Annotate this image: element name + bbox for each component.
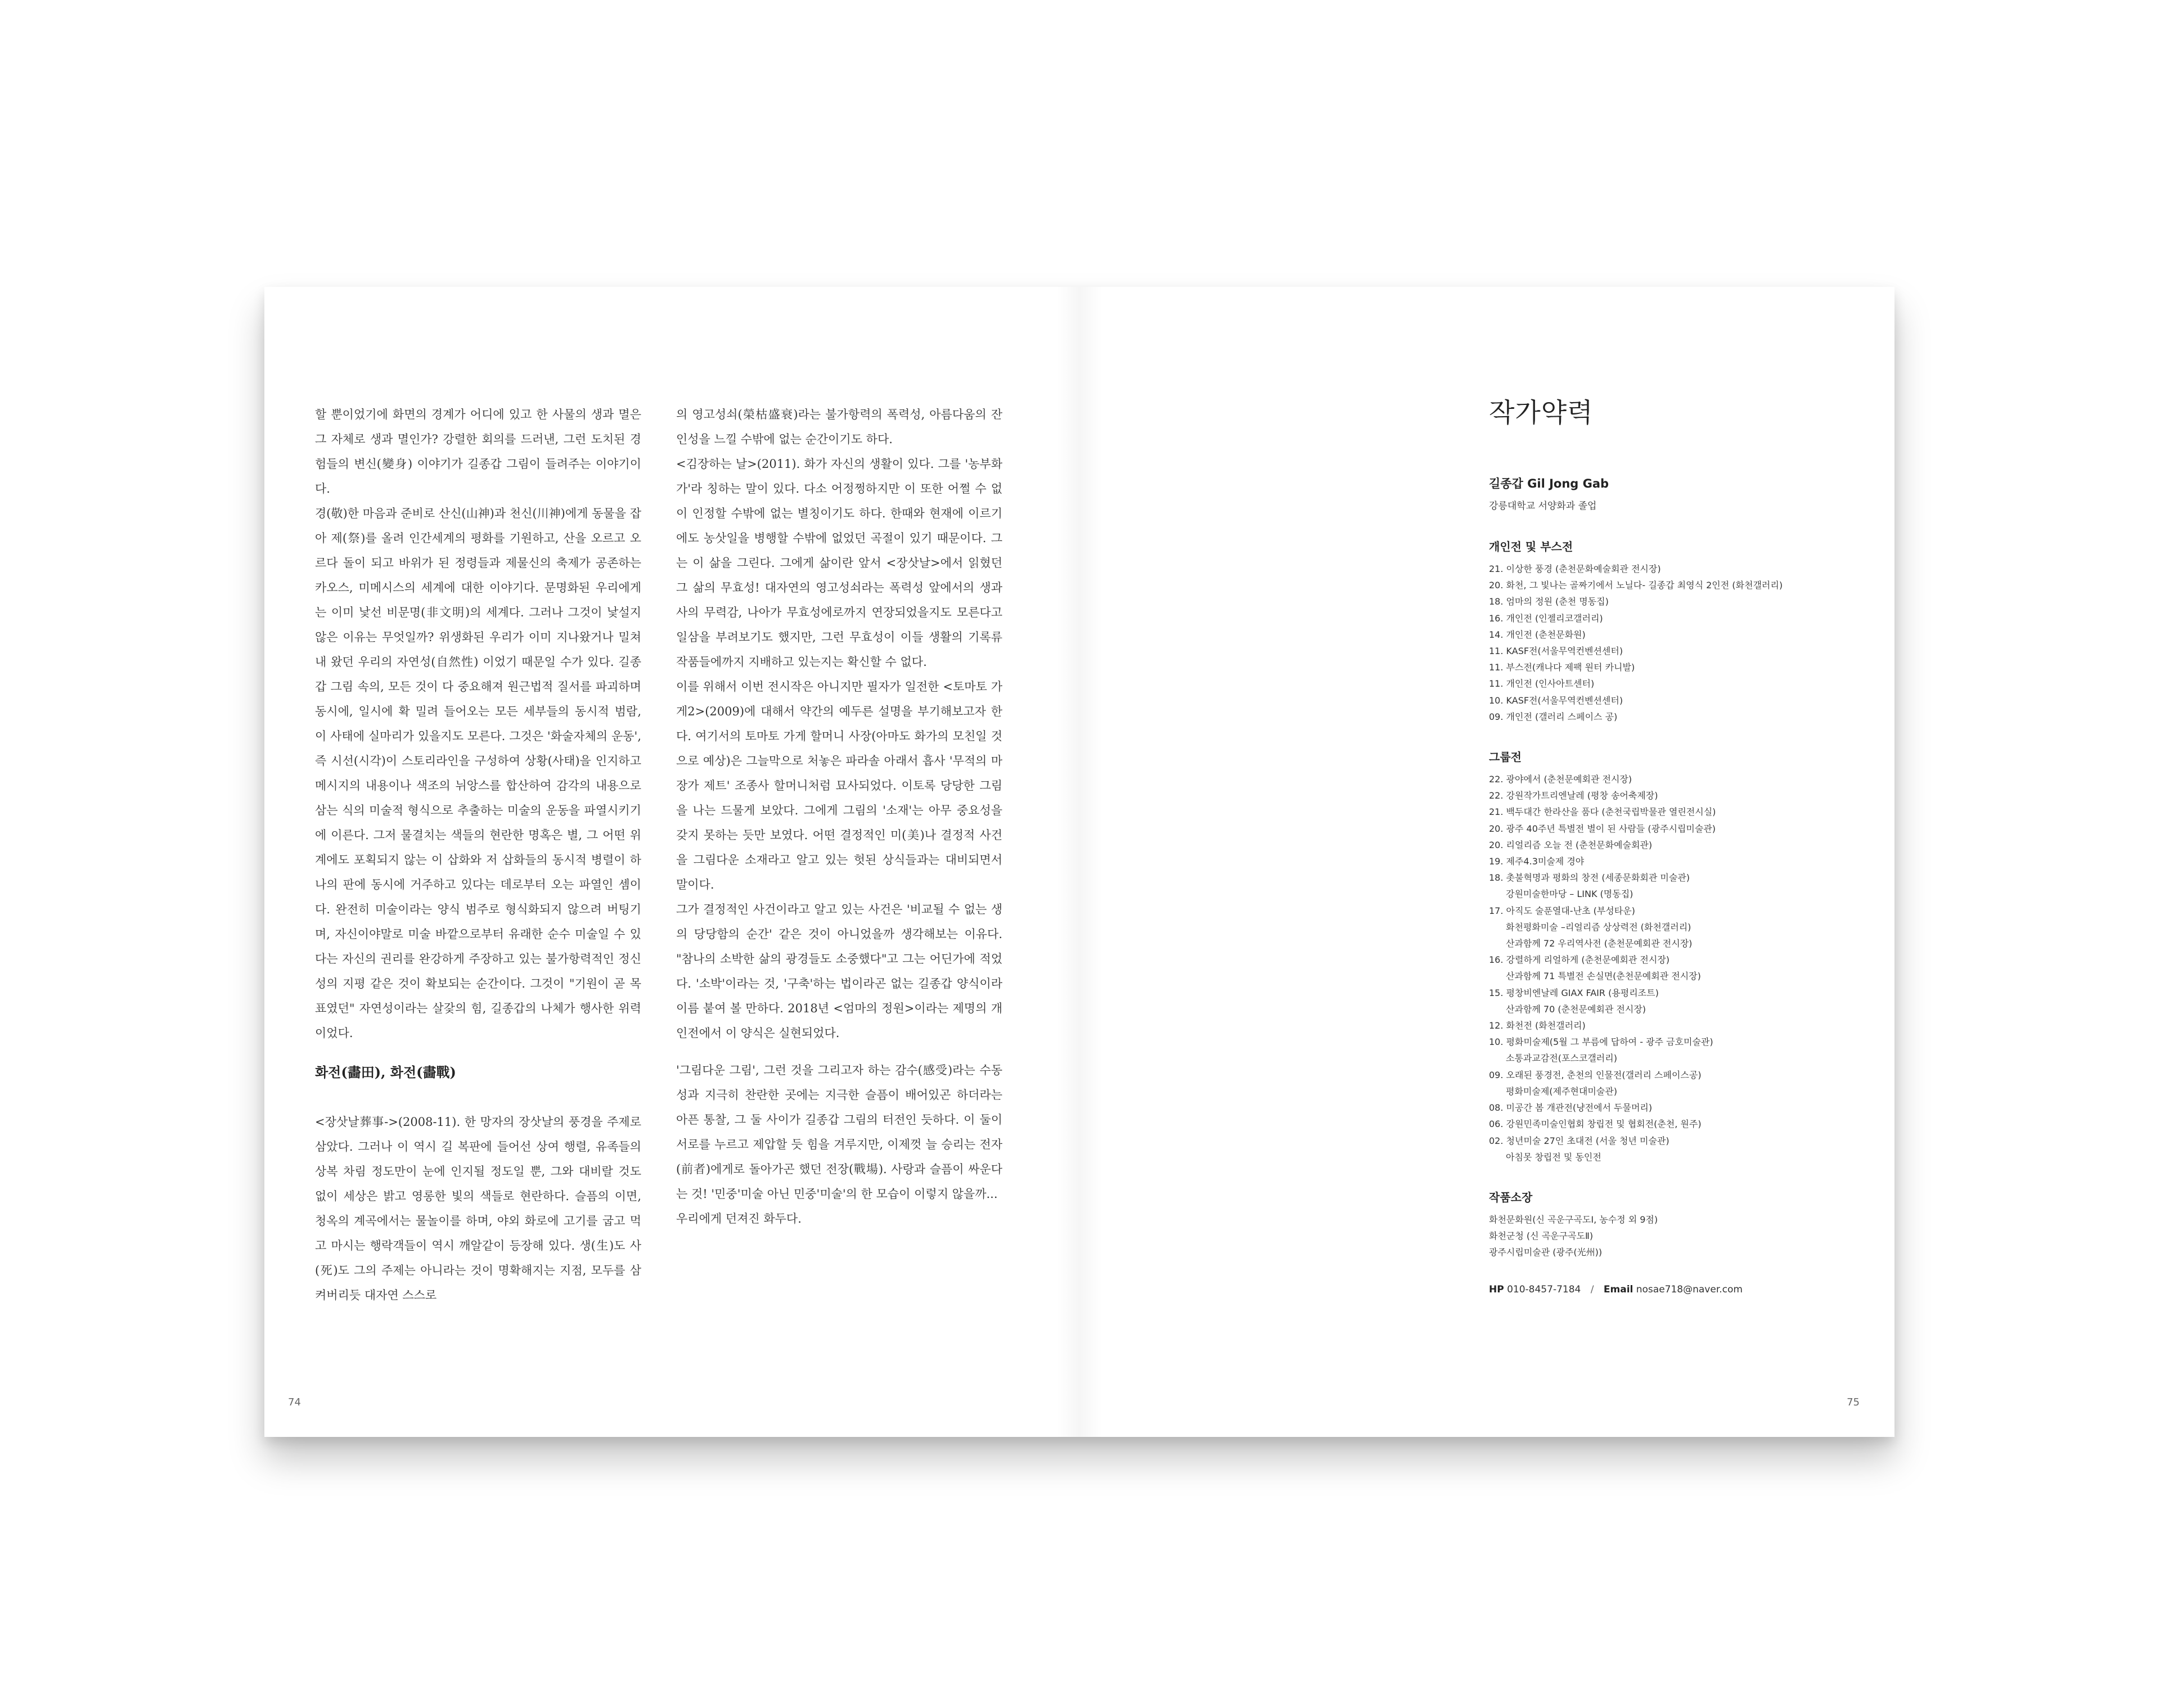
group-exhibitions-heading: 그룹전 [1489, 750, 1522, 764]
list-item: 09. 오래된 풍경전, 춘천의 인물전(갤러리 스페이스공) [1489, 1069, 1702, 1080]
list-item: 11. KASF전(서울무역컨벤션센터) [1489, 646, 1623, 657]
solo-exhibitions-heading: 개인전 및 부스전 [1489, 540, 1573, 553]
list-item: 18. 엄마의 정원 (춘천 명동집) [1489, 596, 1609, 607]
list-item: 산과함께 72 우리역사전 (춘천문예회관 전시장) [1506, 938, 1693, 949]
artist-profile [1489, 396, 1860, 1298]
list-item: 11. 부스전(캐나다 제팩 원터 카니발) [1489, 662, 1635, 673]
list-item: 02. 청년미술 27인 초대전 (서울 청년 미술관) [1489, 1135, 1670, 1146]
left-page [264, 287, 1079, 1437]
artist-name: 길종갑 Gil Jong Gab [1489, 477, 1609, 490]
list-item: 22. 광야에서 (춘천문예회관 전시장) [1489, 774, 1632, 785]
list-item: 20. 광주 40주년 특별전 별이 된 사람들 (광주시립미술관) [1489, 823, 1716, 834]
list-item: 10. KASF전(서울무역컨벤션센터) [1489, 695, 1623, 706]
list-item: 10. 평화미술제(5월 그 부름에 답하여 - 광주 금호미술관) [1489, 1036, 1713, 1048]
list-item: 강원미술한마당 – LINK (명동집) [1506, 889, 1634, 900]
email-value: nosae718@naver.com [1636, 1283, 1743, 1295]
email-label: Email [1603, 1283, 1634, 1295]
list-item: 21. 백두대간 한라산을 품다 (춘천국립박물관 열린전시실) [1489, 806, 1716, 818]
book-spread [264, 287, 1894, 1437]
list-item: 16. 개인전 (인젤리코갤러리) [1489, 612, 1603, 624]
contact-line [1489, 1281, 1860, 1298]
list-item: 15. 평창비엔날레 GIAX FAIR (용평리조트) [1489, 987, 1659, 998]
list-item: 화천평화미술 –리얼리즘 상상력전 (화천갤러리) [1506, 921, 1691, 932]
list-item: 19. 제주4.3미술제 경야 [1489, 856, 1585, 867]
paragraph: 그가 결정적인 사건이라고 알고 있는 사건은 '비교될 수 없는 생의 당당함의 순간' 같은 것이 아니었을까 생각해보는 이유다. "참나의 소박한 삶의 광경들도 소중했다"고 그는 어딘가에 적었다. '소박'이라는 것, '구축'하는 법이라곤 없는 길종갑 양식이라 이름 붙여 볼 만하다. 2018년 <엄마의 정원>이라는 제명의 개인전에서 이 양식은 실현되었다. [676, 903, 1002, 1040]
paragraph-gap [676, 1045, 1002, 1058]
list-item: 아침못 창립전 및 동인전 [1506, 1151, 1601, 1162]
list-item: 평화미술제(제주현대미술관) [1506, 1085, 1617, 1097]
solo-exhibitions-list [1489, 561, 1860, 725]
education: 강릉대학교 서양화과 졸업 [1489, 501, 1597, 512]
right-page [1079, 287, 1894, 1437]
list-item: 21. 이상한 풍경 (춘천문화예술회관 전시장) [1489, 564, 1661, 574]
list-item: 16. 강렬하게 리얼하게 (춘천문예회관 전시장) [1489, 954, 1670, 966]
list-item: 20. 리얼리즘 오늘 전 (춘천문화예술회관) [1489, 839, 1653, 850]
list-item: 광주시립미술관 (광주(光州)) [1489, 1247, 1603, 1258]
list-item: 06. 강원민족미술인협회 창립전 및 협회전(춘천, 원주) [1489, 1119, 1702, 1130]
list-item: 화천군청 (신 곡운구곡도Ⅱ) [1489, 1231, 1594, 1242]
text-column-2 [676, 402, 1002, 1231]
list-item: 화천문화원(신 곡운구곡도Ⅰ, 농수정 외 9점) [1489, 1214, 1658, 1225]
paragraph: 이를 위해서 이번 전시작은 아니지만 필자가 일전한 <토마토 가게2>(2009)에 대해서 약간의 예두른 설명을 부기해보고자 한다. 여기서의 토마토 가게 할머니 사장(아마도 화가의 모친일 것으로 예상)은 그늘막으로 처놓은 파라솔 아래서 흡사 '무적의 마장가 제트' 조종사 할머니처럼 묘사되었다. 이토록 당당한 그림을 나는 드물게 보았다. 그에게 그림의 '소재'는 아무 중요성을 갖지 못하는 듯만 보였다. 어떤 결정적인 미(美)나 결정적 사건을 그림다운 소재라고 알고 있는 헛된 상식들과는 대비되면서 말이다. [676, 680, 1002, 891]
list-item: 14. 개인전 (춘천문화원) [1489, 629, 1586, 640]
collection-heading: 작품소장 [1489, 1190, 1533, 1204]
list-item: 20. 화천, 그 빛나는 골짜기에서 노닐다- 길종갑 최영식 2인전 (화천갤러리) [1489, 580, 1783, 591]
paragraph: '그림다운 그림', 그런 것을 그리고자 하는 감수(感受)라는 수동성과 지극히 찬란한 곳에는 지극한 슬픔이 배어있곤 하더라는 아픈 통찰, 그 둘 사이가 길종갑 그림의 터전인 듯하다. 이 둘이 서로를 누르고 제압할 듯 힘을 겨루지만, 이제껏 늘 승리는 전자(前者)에게로 돌아가곤 했던 전장(戰場). 사랑과 슬픔이 싸운다는 것! '민중'미술 아닌 민중'미술'의 한 모습이 이렇지 않을까... [676, 1063, 1002, 1201]
hp-value: 010-8457-7184 [1507, 1283, 1581, 1295]
list-item: 17. 아직도 술푼열대-난초 (부성타운) [1489, 905, 1635, 916]
section-heading: 화전(畵田), 화전(畵戰) [315, 1064, 456, 1080]
list-item: 산과함께 70 (춘천문예회관 전시장) [1506, 1003, 1646, 1015]
page-number-left: 74 [288, 1396, 301, 1408]
collection-list [1489, 1211, 1860, 1261]
paragraph: 할 뿐이었기에 화면의 경계가 어디에 있고 한 사물의 생과 멸은 그 자체로 생과 멸인가? 강렬한 회의를 드러낸, 그런 도치된 경험들의 변신(變身) 이야기가 길종갑 그림이 들려주는 이야기이다. [315, 408, 641, 495]
group-exhibitions-list [1489, 771, 1860, 1165]
list-item: 08. 미공간 봄 개관전(냥전에서 두물머리) [1489, 1102, 1653, 1114]
paragraph: <김장하는 날>(2011). 화가 자신의 생활이 있다. 그를 '농부화가'라 칭하는 말이 있다. 다소 어정쩡하지만 이 또한 어쩔 수 없이 인정할 수밖에 없는 별칭이기도 하다. 한때와 현재에 이르기에도 농삿일을 병행할 수밖에 없었던 곡절이 있기 때문이다. 그는 이 삶을 그린다. 그에게 삶이란 앞서 <장삿날>에서 읽혔던 그 삶의 무효성! 대자연의 영고성쇠라는 폭력성 앞에서의 생과 사의 무력감, 나아가 무효성에로까지 연장되었을지도 모른다고 일삼을 부려보기도 했지만, 그런 무효성이 이들 생활의 기록류 작품들에까지 지배하고 있는지는 확신할 수 없다. [676, 457, 1002, 669]
list-item: 18. 촛불혁명과 평화의 창전 (세종문화회관 미술관) [1489, 872, 1690, 884]
paragraph: 우리에게 던져진 화두다. [676, 1212, 802, 1225]
list-item: 09. 개인전 (갤러리 스페이스 공) [1489, 711, 1618, 722]
hp-label: HP [1489, 1283, 1504, 1295]
list-item: 소통과교감전(포스코갤러리) [1506, 1053, 1617, 1064]
paragraph: 의 영고성쇠(榮枯盛衰)라는 불가항력의 폭력성, 아름다움의 잔인성을 느낄 수밖에 없는 순간이기도 하다. [676, 408, 1002, 446]
contact-separator: / [1590, 1283, 1594, 1295]
list-item: 11. 개인전 (인사아트센터) [1489, 678, 1595, 689]
list-item: 산과함께 71 특별전 손실면(춘천문예회관 전시장) [1506, 971, 1701, 982]
page-number-right: 75 [1847, 1396, 1860, 1408]
paragraph: <장삿날葬事->(2008-11). 한 망자의 장삿날의 풍경을 주제로 삼았다. 그러나 이 역시 길 복판에 들어선 상여 행렬, 유족들의 상복 차림 정도만이 눈에 인지될 정도일 뿐, 그와 대비랄 것도 없이 세상은 밝고 영롱한 빛의 색들로 현란하다. 슬픔의 이면, 청옥의 계곡에서는 물놀이를 하며, 야외 화로에 고기를 굽고 먹고 마시는 행락객들이 역시 깨알같이 등장해 있다. 생(生)도 사(死)도 그의 주제는 아니라는 것이 명확해지는 지점, 모두를 삼켜버리듯 대자연 스스로 [315, 1115, 641, 1302]
list-item: 22. 강원작가트리엔날레 (평창 송어축제장) [1489, 790, 1658, 801]
list-item: 12. 화천전 (화천갤러리) [1489, 1020, 1586, 1031]
paragraph: 경(敬)한 마음과 준비로 산신(山神)과 천신(川神)에게 동물을 잡아 제(祭)를 올려 인간세계의 평화를 기원하고, 산을 오르고 오르다 돌이 되고 바위가 된 정령들과 제물신의 축제가 공존하는 카오스, 미메시스의 세계에 대한 이야기다. 문명화된 우리에게는 이미 낯선 비문명(非文明)의 세계다. 그러나 그것이 낯설지 않은 이유는 무엇일까? 위생화된 우리가 이미 지나왔거나 밀쳐내 왔던 우리의 자연성(自然性) 이었기 때문일 수가 있다. 길종갑 그림 속의, 모든 것이 다 중요해져 원근법적 질서를 파괴하며 동시에, 일시에 확 밀려 들어오는 모든 세부들의 동시적 범람, 이 사태에 실마리가 있을지도 모른다. 그것은 '화술자체의 운동', 즉 시선(시각)이 스토리라인을 구성하여 상황(사태)을 인지하고 메시지의 내용이나 색조의 뉘앙스를 합산하여 감각의 내용으로 삼는 식의 미술적 형식으로 추출하는 미술의 운동을 파열시키기에 이른다. 그저 물결치는 색들의 현란한 명혹은 별, 그 어떤 위계에도 포획되지 않는 이 삽화와 저 삽화들의 동시적 병렬이 하나의 판에 동시에 거주하고 있다는 데로부터 오는 파열인 셈이다. 완전히 미술이라는 양식 범주로 형식화되지 않으려 버팅기며, 자신이야말로 미술 바깥으로부터 유래한 순수 미술일 수 있다는 자신의 권리를 완강하게 주장하고 있는 불가항력적인 정신성의 지평 같은 것이 확보되는 순간이다. 그것이 "기원이 곧 목표였던" 자연성이라는 살갗의 힘, 길종갑의 나체가 행사한 위력이었다. [315, 507, 641, 1040]
text-column-1 [315, 402, 641, 1308]
profile-title: 작가약력 [1489, 398, 1594, 429]
